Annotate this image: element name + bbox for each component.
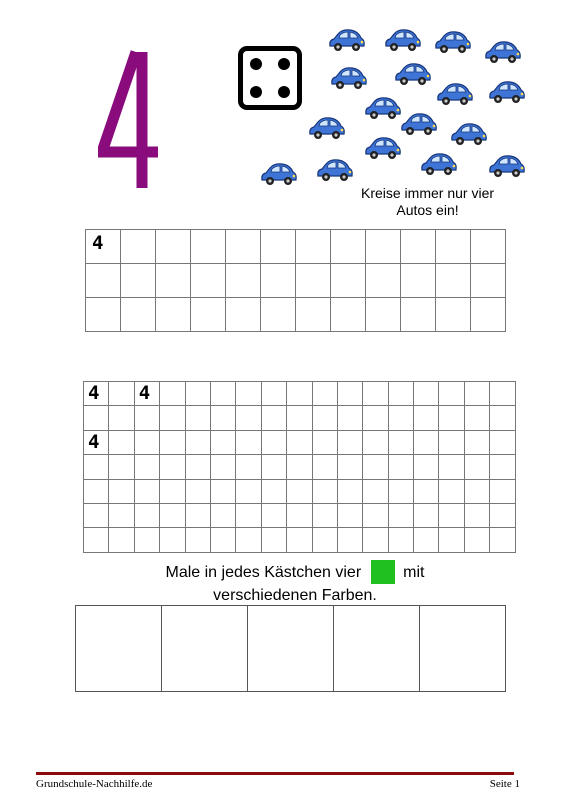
grid-cell[interactable] [331,264,366,298]
grid-cell[interactable] [312,503,337,527]
grid-cell[interactable] [388,455,413,479]
grid-cell[interactable] [490,382,515,406]
sample-number: 4 [138,382,151,404]
writing-grid-large [85,229,506,332]
grid-cell[interactable] [414,382,439,406]
grid-cell[interactable] [210,430,235,454]
grid-cell[interactable] [134,528,159,552]
grid-cell[interactable] [366,264,401,298]
blue-car-icon [384,28,422,54]
grid-cell[interactable] [414,455,439,479]
writing-grid-small [83,381,516,553]
grid-cell[interactable] [134,479,159,503]
grid-cell[interactable] [337,455,362,479]
grid-cell[interactable] [388,479,413,503]
grid-cell[interactable] [414,479,439,503]
sample-number: 4 [88,430,100,453]
grid-cell[interactable] [261,479,286,503]
paint-instruction-line2: verschiedenen Farben. [213,587,377,604]
blue-car-icon [488,80,526,106]
grid-cell[interactable] [439,479,464,503]
grid-cell[interactable] [363,528,388,552]
grid-cell[interactable] [226,230,261,264]
grid-cell[interactable] [363,455,388,479]
grid-cell[interactable] [160,406,185,430]
grid-cell[interactable] [388,406,413,430]
drawing-boxes [75,605,506,692]
grid-cell[interactable] [121,264,156,298]
grid-cell[interactable] [185,406,210,430]
grid-cell[interactable] [84,382,109,406]
grid-cell[interactable] [401,230,436,264]
circle-instruction [340,185,515,219]
grid-cell[interactable] [134,455,159,479]
grid-cell[interactable] [287,455,312,479]
grid-cell[interactable] [160,528,185,552]
grid-cell[interactable] [210,382,235,406]
grid-cell[interactable] [261,298,296,332]
grid-cell[interactable] [366,230,401,264]
grid-cell[interactable] [363,406,388,430]
grid-cell[interactable] [312,406,337,430]
drawing-box[interactable] [248,606,334,692]
grid-cell[interactable] [160,455,185,479]
footer-page-number: Seite 1 [489,778,520,790]
footer-rule [36,772,514,775]
grid-cell[interactable] [109,430,134,454]
grid-cell[interactable] [312,430,337,454]
grid-cell[interactable] [210,479,235,503]
grid-cell[interactable] [414,528,439,552]
blue-car-icon [328,28,366,54]
grid-cell[interactable] [287,503,312,527]
blue-car-icon [330,66,368,92]
grid-cell[interactable] [337,430,362,454]
grid-cell[interactable] [337,528,362,552]
grid-cell[interactable] [464,455,489,479]
grid-cell[interactable] [296,264,331,298]
drawing-box[interactable] [162,606,248,692]
blue-car-icon [316,158,354,184]
grid-cell[interactable] [109,455,134,479]
blue-car-icon [420,152,458,178]
grid-cell[interactable] [464,528,489,552]
grid-cell[interactable] [464,382,489,406]
grid-cell[interactable] [236,455,261,479]
grid-cell[interactable] [261,406,286,430]
grid-cell[interactable] [490,528,515,552]
grid-cell[interactable] [156,264,191,298]
grid-cell[interactable] [261,455,286,479]
grid-cell[interactable] [464,406,489,430]
grid-cell[interactable] [185,479,210,503]
grid-cell[interactable] [414,503,439,527]
grid-cell[interactable] [121,230,156,264]
grid-cell[interactable] [401,264,436,298]
grid-cell[interactable] [471,230,506,264]
grid-cell[interactable] [490,455,515,479]
grid-cell[interactable] [160,430,185,454]
grid-cell[interactable] [388,382,413,406]
grid-cell[interactable] [439,406,464,430]
grid-cell[interactable] [185,528,210,552]
grid-cell[interactable] [471,264,506,298]
grid-cell[interactable] [490,479,515,503]
grid-cell[interactable] [436,264,471,298]
grid-cell[interactable] [436,298,471,332]
grid-cell[interactable] [86,264,121,298]
circle-instruction-line2: Autos ein! [396,202,459,218]
grid-cell[interactable] [134,503,159,527]
grid-cell[interactable] [86,230,121,264]
grid-cell[interactable] [490,406,515,430]
grid-cell[interactable] [388,528,413,552]
grid-cell[interactable] [84,479,109,503]
drawing-box[interactable] [334,606,420,692]
grid-cell[interactable] [210,455,235,479]
car-illustrations [258,26,528,196]
green-square-icon [371,560,395,584]
grid-cell[interactable] [401,298,436,332]
grid-cell[interactable] [84,455,109,479]
grid-cell[interactable] [261,430,286,454]
blue-car-icon [450,122,488,148]
grid-cell[interactable] [109,503,134,527]
grid-cell[interactable] [160,503,185,527]
grid-cell[interactable] [414,406,439,430]
grid-cell[interactable] [312,382,337,406]
grid-cell[interactable] [287,382,312,406]
grid-cell[interactable] [109,406,134,430]
grid-cell[interactable] [185,382,210,406]
grid-cell[interactable] [464,479,489,503]
grid-cell[interactable] [261,264,296,298]
grid-cell[interactable] [312,528,337,552]
grid-cell[interactable] [363,430,388,454]
grid-cell[interactable] [439,455,464,479]
grid-cell[interactable] [331,298,366,332]
grid-cell[interactable] [191,264,226,298]
grid-cell[interactable] [337,406,362,430]
grid-cell[interactable] [331,230,366,264]
grid-cell[interactable] [121,298,156,332]
large-number-four [98,48,160,188]
grid-cell[interactable] [337,382,362,406]
grid-cell[interactable] [471,298,506,332]
grid-cell[interactable] [366,298,401,332]
grid-cell[interactable] [414,430,439,454]
grid-cell[interactable] [363,382,388,406]
grid-cell[interactable] [84,503,109,527]
grid-cell[interactable] [261,382,286,406]
grid-cell[interactable] [156,230,191,264]
grid-cell[interactable] [191,230,226,264]
grid-cell[interactable] [363,479,388,503]
grid-cell[interactable] [236,503,261,527]
grid-cell[interactable] [388,430,413,454]
grid-cell[interactable] [363,503,388,527]
grid-cell[interactable] [236,406,261,430]
grid-cell[interactable] [134,430,159,454]
blue-car-icon [484,40,522,66]
grid-cell[interactable] [191,298,226,332]
grid-cell[interactable] [236,382,261,406]
grid-cell[interactable] [185,503,210,527]
grid-cell[interactable] [439,382,464,406]
grid-cell[interactable] [436,230,471,264]
grid-cell[interactable] [210,406,235,430]
grid-cell[interactable] [226,298,261,332]
grid-cell[interactable] [490,430,515,454]
drawing-box[interactable] [76,606,162,692]
grid-cell[interactable] [312,455,337,479]
grid-cell[interactable] [490,503,515,527]
grid-cell[interactable] [337,503,362,527]
grid-cell[interactable] [84,430,109,454]
paint-instruction-text-end: mit [403,564,425,582]
grid-cell[interactable] [439,528,464,552]
grid-cell[interactable] [160,382,185,406]
blue-car-icon [364,136,402,162]
blue-car-icon [308,116,346,142]
grid-cell[interactable] [109,479,134,503]
grid-cell[interactable] [134,382,159,406]
grid-cell[interactable] [312,479,337,503]
grid-cell[interactable] [226,264,261,298]
grid-cell[interactable] [84,406,109,430]
grid-cell[interactable] [296,298,331,332]
blue-car-icon [364,96,402,122]
grid-cell[interactable] [287,479,312,503]
grid-cell[interactable] [287,528,312,552]
drawing-box[interactable] [420,606,506,692]
grid-cell[interactable] [84,528,109,552]
grid-cell[interactable] [109,382,134,406]
paint-instruction-text: Male in jedes Kästchen vier [165,564,362,582]
grid-cell[interactable] [464,503,489,527]
grid-cell[interactable] [296,230,331,264]
sample-number: 4 [92,232,104,254]
grid-cell[interactable] [236,528,261,552]
grid-cell[interactable] [388,503,413,527]
grid-cell[interactable] [109,528,134,552]
sample-number: 4 [88,382,100,404]
blue-car-icon [488,154,526,180]
blue-car-icon [400,112,438,138]
grid-cell[interactable] [287,430,312,454]
grid-cell[interactable] [261,528,286,552]
grid-cell[interactable] [156,298,191,332]
grid-cell[interactable] [134,406,159,430]
grid-cell[interactable] [287,406,312,430]
grid-cell[interactable] [236,479,261,503]
blue-car-icon [434,30,472,56]
grid-cell[interactable] [236,430,261,454]
grid-cell[interactable] [337,479,362,503]
circle-instruction-line1: Kreise immer nur vier [360,185,495,201]
grid-cell[interactable] [261,230,296,264]
grid-cell[interactable] [464,430,489,454]
grid-cell[interactable] [439,503,464,527]
blue-car-icon [260,162,298,188]
grid-cell[interactable] [210,503,235,527]
grid-cell[interactable] [160,479,185,503]
grid-cell[interactable] [86,298,121,332]
grid-cell[interactable] [210,528,235,552]
footer-site: Grundschule-Nachhilfe.de [36,778,153,790]
grid-cell[interactable] [439,430,464,454]
grid-cell[interactable] [261,503,286,527]
blue-car-icon [436,82,474,108]
paint-instruction [130,560,460,606]
grid-cell[interactable] [185,430,210,454]
grid-cell[interactable] [185,455,210,479]
blue-car-icon [394,62,432,88]
